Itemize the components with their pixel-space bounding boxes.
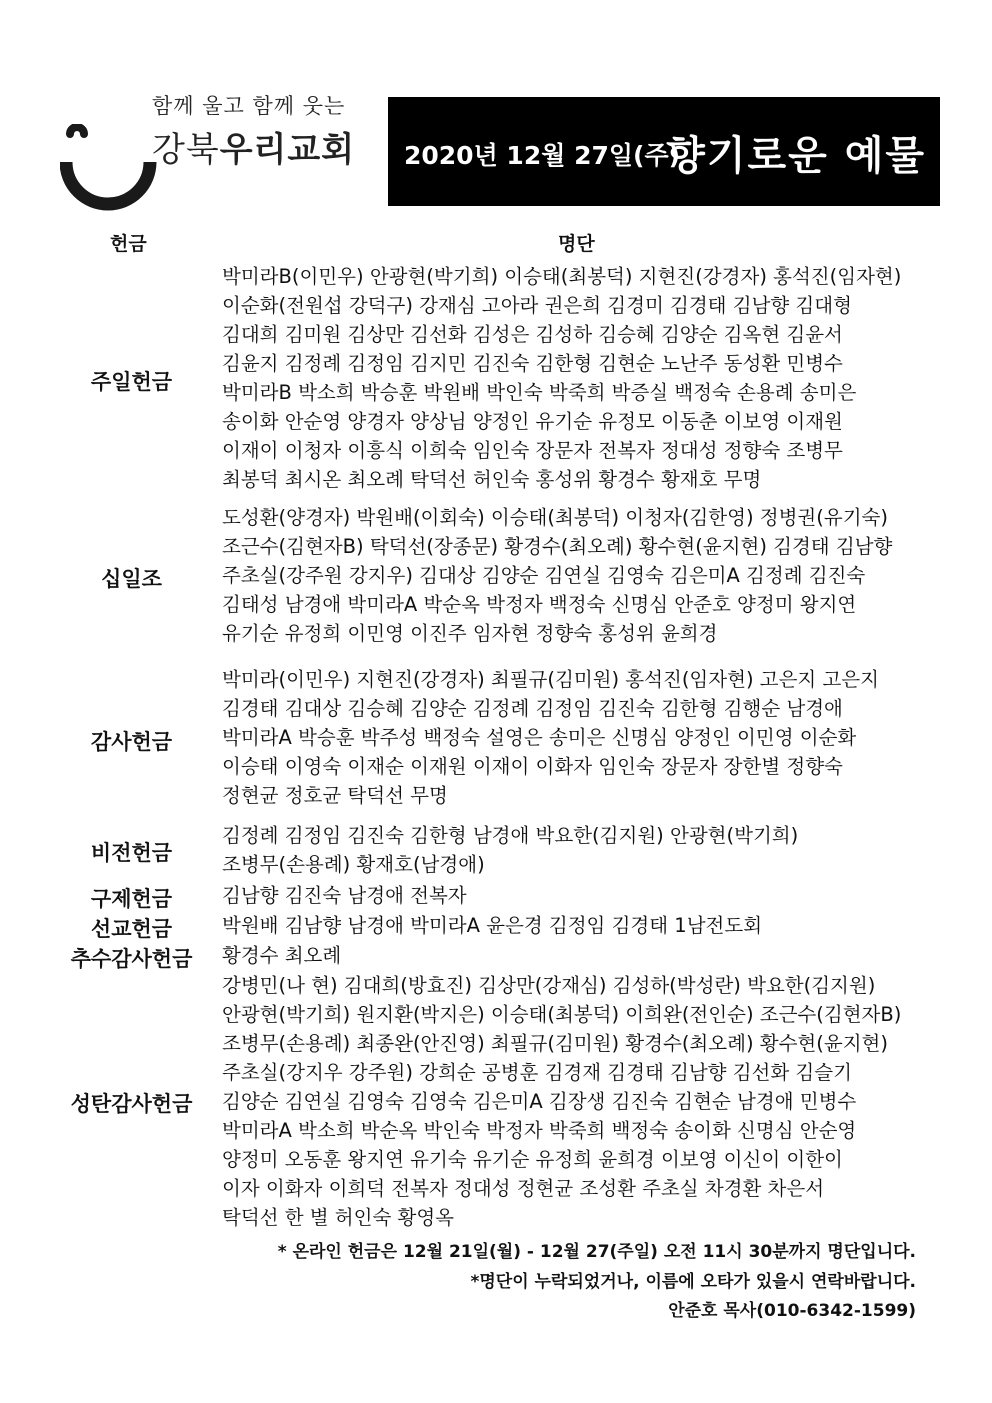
section-category: 추수감사헌금 (70, 947, 193, 971)
logo-church-name (152, 122, 355, 171)
name-line: 최봉덕 최시온 최오례 탁덕선 허인숙 홍성위 황경수 황재호 무명 (222, 468, 762, 491)
name-line: 박미라(이민우) 지현진(강경자) 최필규(김미원) 홍석진(임자현) 고은지 고은지 (222, 668, 879, 691)
name-line: 탁덕선 한 별 허인숙 황영옥 (222, 1206, 455, 1229)
section-category: 주일헌금 (90, 370, 173, 394)
name-line: 박미라B 박소희 박승훈 박원배 박인숙 박죽희 박증실 백정숙 손용례 송미은 (222, 381, 857, 404)
name-line: 주초실(강지우 강주원) 강희순 공병훈 김경재 김경태 김남향 김선화 김슬기 (222, 1061, 852, 1084)
name-line: 이재이 이청자 이흥식 이희숙 임인숙 장문자 전복자 정대성 정향숙 조병무 (222, 439, 843, 462)
name-line: 조병무(손용례) 황재호(남경애) (222, 853, 485, 876)
logo-name-bold: 우리교회 (219, 130, 356, 170)
title-banner (388, 97, 940, 206)
section-names (222, 665, 922, 810)
name-line: 박원배 김남향 남경애 박미라A 윤은경 김정임 김경태 1남전도회 (222, 914, 763, 937)
church-logo (60, 88, 360, 218)
contact-info: 안준호 목사(010-6342-1599) (668, 1301, 916, 1321)
section-names (222, 821, 922, 879)
name-line: 황경수 최오례 (222, 944, 342, 967)
column-header-names: 명단 (558, 233, 595, 255)
section-names (222, 881, 922, 910)
section-category: 성탄감사헌금 (70, 1092, 193, 1116)
section-names (222, 941, 922, 970)
name-line: 김대희 김미원 김상만 김선화 김성은 김성하 김승혜 김양순 김옥현 김윤서 (222, 323, 843, 346)
section-category: 구제헌금 (90, 887, 173, 911)
name-line: 강병민(나 현) 김대희(방효진) 김상만(강재심) 김성하(박성란) 박요한(김지원) (222, 974, 876, 997)
column-header-offering: 헌금 (110, 233, 147, 255)
title-date: 2020년 12월 27일(주) (404, 141, 681, 170)
name-line: 이순화(전원섭 강덕구) 강재심 고아라 권은희 김경미 김경태 김남향 김대형 (222, 294, 852, 317)
section-category: 비전헌금 (90, 841, 173, 865)
name-line: 김남향 김진숙 남경애 전복자 (222, 884, 467, 907)
name-line: 김양순 김연실 김영숙 김영숙 김은미A 김장생 김진숙 김현순 남경애 민병수 (222, 1090, 857, 1113)
section-category: 선교헌금 (90, 917, 173, 941)
section-names (222, 503, 922, 648)
name-line: 주초실(강주원 강지우) 김대상 김양순 김연실 김영숙 김은미A 김정례 김진숙 (222, 564, 866, 587)
name-line: 김태성 남경애 박미라A 박순옥 박정자 백정숙 신명심 안준호 양정미 왕지연 (222, 593, 857, 616)
name-line: 양정미 오동훈 왕지연 유기숙 유기순 유정희 윤희경 이보영 이신이 이한이 (222, 1148, 843, 1171)
title-main: 향기로운 예물 (666, 133, 926, 179)
section-names (222, 971, 922, 1232)
church-logo-mark (60, 124, 160, 220)
name-line: 유기순 유정희 이민영 이진주 임자현 정향숙 홍성위 윤희경 (222, 622, 718, 645)
correction-note: *명단이 누락되었거나, 이름에 오타가 있을시 연락바랍니다. (470, 1272, 916, 1292)
name-line: 김정례 김정임 김진숙 김한형 남경애 박요한(김지원) 안광현(박기희) (222, 824, 799, 847)
section-names (222, 262, 922, 494)
section-category: 감사헌금 (90, 730, 173, 754)
name-line: 안광현(박기희) 원지환(박지은) 이승태(최봉덕) 이희완(전인순) 조근수(김현자B) (222, 1003, 902, 1026)
online-offering-note: * 온라인 헌금은 12월 21일(월) - 12월 27(주일) 오전 11시 30분까지 명단입니다. (277, 1242, 916, 1262)
name-line: 박미라A 박승훈 박주성 백정숙 설영은 송미은 신명심 양정인 이민영 이순화 (222, 726, 857, 749)
name-line: 조병무(손용례) 최종완(안진영) 최필규(김미원) 황경수(최오례) 황수현(윤지현) (222, 1032, 888, 1055)
section-category: 십일조 (101, 567, 162, 591)
name-line: 정현균 정호균 탁덕선 무명 (222, 784, 448, 807)
name-line: 송이화 안순영 양경자 양상님 양정인 유기순 유정모 이동춘 이보영 이재원 (222, 410, 843, 433)
name-line: 이자 이화자 이희덕 전복자 정대성 정현균 조성환 주초실 차경환 차은서 (222, 1177, 825, 1200)
logo-name-plain: 강북 (152, 130, 220, 170)
name-line: 이승태 이영숙 이재순 이재원 이재이 이화자 임인숙 장문자 장한별 정향숙 (222, 755, 843, 778)
name-line: 조근수(김현자B) 탁덕선(장종문) 황경수(최오례) 황수현(윤지현) 김경태 김남향 (222, 535, 893, 558)
name-line: 김윤지 김정례 김정임 김지민 김진숙 김한형 김현순 노난주 동성환 민병수 (222, 352, 843, 375)
name-line: 박미라A 박소희 박순옥 박인숙 박정자 박죽희 백정숙 송이화 신명심 안순영 (222, 1119, 857, 1142)
name-line: 김경태 김대상 김승혜 김양순 김정례 김정임 김진숙 김한형 김행순 남경애 (222, 697, 843, 720)
section-names (222, 911, 922, 940)
logo-slogan: 함께 울고 함께 웃는 (152, 94, 346, 118)
name-line: 박미라B(이민우) 안광현(박기희) 이승태(최봉덕) 지현진(강경자) 홍석진(임자현) (222, 265, 902, 288)
name-line: 도성환(양경자) 박원배(이회숙) 이승태(최봉덕) 이청자(김한영) 정병권(유기숙) (222, 506, 888, 529)
